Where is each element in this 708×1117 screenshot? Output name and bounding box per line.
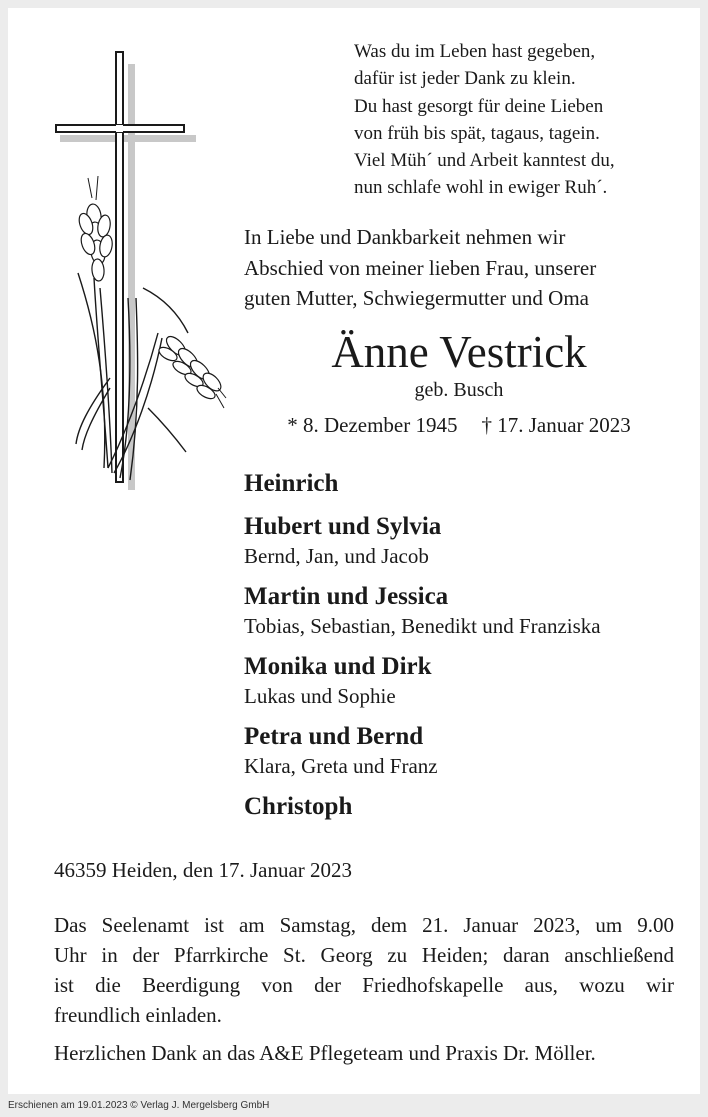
publication-footer: Erschienen am 19.01.2023 © Verlag J. Mergelsberg GmbH	[8, 1100, 270, 1111]
intro-text	[244, 222, 684, 314]
family-children: Tobias, Sebastian, Benedikt und Franziska	[244, 614, 601, 638]
cross-with-wheat-icon	[48, 48, 228, 498]
deceased-name: Änne Vestrick	[331, 327, 587, 377]
family-children: Klara, Greta und Franz	[244, 754, 438, 778]
poem-line: Du hast gesorgt für deine Lieben	[354, 95, 604, 117]
poem-line: nun schlafe wohl in ewiger Ruh´.	[354, 177, 608, 199]
family-main-name: Hubert und Sylvia	[244, 513, 442, 540]
poem-line: von früh bis spät, tagaus, tagein.	[354, 122, 600, 144]
service-info	[54, 910, 674, 1030]
intro-line: guten Mutter, Schwiegermutter und Oma	[244, 286, 589, 310]
maiden-name: geb. Busch	[414, 379, 504, 401]
intro-line: In Liebe und Dankbarkeit nehmen wir	[244, 225, 566, 249]
life-dates	[244, 411, 674, 439]
poem	[354, 38, 694, 202]
service-line: Uhr in der Pfarrkirche St. Georg zu Heiden; daran anschließend	[54, 943, 674, 967]
family-group	[244, 721, 694, 780]
family-group	[244, 468, 694, 500]
place-date: 46359 Heiden, den 17. Januar 2023	[54, 858, 353, 882]
family-main-name: Monika und Dirk	[244, 653, 432, 680]
family-children: Bernd, Jan, und Jacob	[244, 544, 429, 568]
family-main-name: Martin und Jessica	[244, 583, 449, 610]
death-date: † 17. Januar 2023	[481, 413, 631, 437]
family-group	[244, 511, 694, 570]
service-line: ist die Beerdigung von der Friedhofskapelle aus, wozu wir	[54, 973, 674, 997]
family-group	[244, 651, 694, 710]
family-group	[244, 791, 694, 823]
family-main-name: Heinrich	[244, 470, 339, 497]
intro-line: Abschied von meiner lieben Frau, unserer	[244, 255, 597, 280]
family-list	[244, 468, 694, 834]
family-main-name: Christoph	[244, 793, 353, 820]
poem-line: dafür ist jeder Dank zu klein.	[354, 68, 576, 90]
service-line: freundlich einladen.	[54, 1003, 222, 1027]
family-group	[244, 581, 694, 640]
family-children: Lukas und Sophie	[244, 684, 396, 708]
poem-line: Viel Müh´ und Arbeit kanntest du,	[354, 150, 615, 172]
poem-line: Was du im Leben hast gegeben,	[354, 41, 596, 62]
service-line: Das Seelenamt ist am Samstag, dem 21. Januar 2023, um 9.00	[54, 913, 674, 937]
obituary-notice	[8, 8, 700, 1094]
birth-date: * 8. Dezember 1945	[287, 413, 458, 437]
thanks-text: Herzlichen Dank an das A&E Pflegeteam und Praxis Dr. Möller.	[54, 1041, 596, 1065]
family-main-name: Petra und Bernd	[244, 723, 424, 750]
